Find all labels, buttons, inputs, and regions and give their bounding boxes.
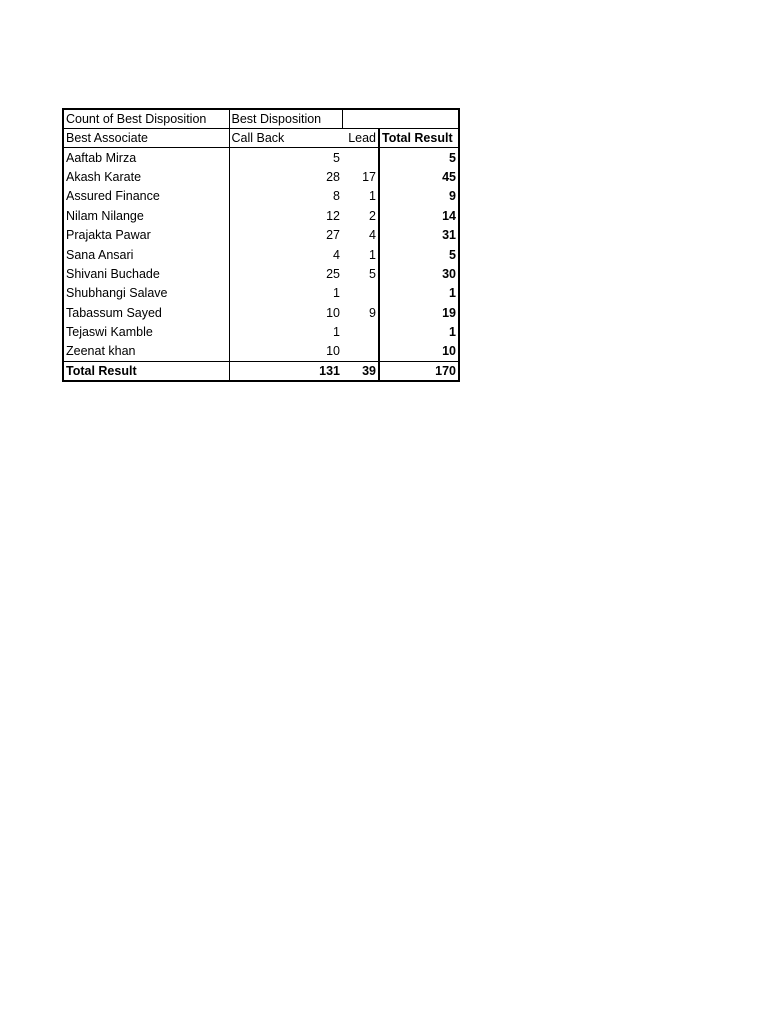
row-total-count[interactable]: 1: [379, 284, 459, 303]
pivot-data-row: [63, 148, 459, 167]
total-row-lead[interactable]: 39: [342, 361, 379, 381]
pivot-data-row: [63, 245, 459, 264]
pivot-data-row: [63, 187, 459, 206]
total-row-call-back[interactable]: 131: [229, 361, 342, 381]
pivot-header-row-2: [63, 129, 459, 148]
row-associate-name[interactable]: Prajakta Pawar: [63, 225, 229, 244]
pivot-data-row: [63, 284, 459, 303]
total-row-label[interactable]: Total Result: [63, 361, 229, 381]
row-associate-name[interactable]: Akash Karate: [63, 167, 229, 186]
row-call-back-count[interactable]: 1: [333, 325, 340, 340]
row-lead-count[interactable]: 1: [342, 187, 379, 206]
row-total-count[interactable]: 1: [379, 322, 459, 341]
row-associate-name[interactable]: Sana Ansari: [63, 245, 229, 264]
row-call-back-count[interactable]: 10: [326, 344, 340, 359]
pivot-data-row: [63, 342, 459, 361]
pivot-header-row-1: [63, 109, 459, 129]
pivot-data-row: [63, 167, 459, 186]
row-total-count[interactable]: 31: [379, 225, 459, 244]
pivot-header-blank-2[interactable]: [379, 109, 459, 129]
row-lead-count[interactable]: 4: [342, 225, 379, 244]
row-total-count[interactable]: 45: [379, 167, 459, 186]
row-call-back-count[interactable]: 4: [333, 247, 340, 262]
row-lead-count[interactable]: 9: [342, 303, 379, 322]
total-row-total[interactable]: 170: [379, 361, 459, 381]
pivot-column-lead[interactable]: Lead: [342, 129, 379, 148]
row-lead-count[interactable]: 2: [342, 206, 379, 225]
row-total-count[interactable]: 9: [379, 187, 459, 206]
row-call-back-count[interactable]: 28: [326, 169, 340, 184]
row-associate-name[interactable]: Shubhangi Salave: [63, 284, 229, 303]
row-associate-name[interactable]: Tejaswi Kamble: [63, 322, 229, 341]
row-lead-count[interactable]: 1: [342, 245, 379, 264]
row-call-back-count[interactable]: 25: [326, 266, 340, 281]
row-total-count[interactable]: 10: [379, 342, 459, 361]
row-total-count[interactable]: 5: [379, 148, 459, 167]
pivot-body: [63, 148, 459, 361]
pivot-data-row: [63, 322, 459, 341]
row-associate-name[interactable]: Tabassum Sayed: [63, 303, 229, 322]
row-call-back-count[interactable]: 1: [333, 286, 340, 301]
pivot-data-row: [63, 206, 459, 225]
pivot-table: [62, 108, 460, 382]
row-associate-name[interactable]: Nilam Nilange: [63, 206, 229, 225]
pivot-data-row: [63, 264, 459, 283]
row-total-count[interactable]: 30: [379, 264, 459, 283]
pivot-data-row: [63, 303, 459, 322]
row-associate-name[interactable]: Aaftab Mirza: [63, 148, 229, 167]
pivot-header-blank[interactable]: [342, 109, 379, 129]
row-associate-name[interactable]: Zeenat khan: [63, 342, 229, 361]
row-call-back-count[interactable]: 27: [326, 228, 340, 243]
pivot-corner-label[interactable]: Count of Best Disposition: [63, 109, 229, 129]
row-lead-count[interactable]: 17: [342, 167, 379, 186]
row-total-count[interactable]: 14: [379, 206, 459, 225]
row-call-back-count[interactable]: 5: [333, 150, 340, 165]
row-total-count[interactable]: 5: [379, 245, 459, 264]
row-associate-name[interactable]: Assured Finance: [63, 187, 229, 206]
row-total-count[interactable]: 19: [379, 303, 459, 322]
pivot-data-row: [63, 225, 459, 244]
row-lead-count[interactable]: [342, 342, 379, 361]
row-lead-count[interactable]: [342, 322, 379, 341]
pivot-column-total-result[interactable]: Total Result: [379, 129, 459, 148]
pivot-column-call-back[interactable]: Call Back: [229, 129, 342, 148]
row-call-back-count[interactable]: 10: [326, 305, 340, 320]
row-lead-count[interactable]: [342, 148, 379, 167]
row-lead-count[interactable]: [342, 284, 379, 303]
row-associate-name[interactable]: Shivani Buchade: [63, 264, 229, 283]
pivot-total-row: [63, 361, 459, 381]
row-lead-count[interactable]: 5: [342, 264, 379, 283]
pivot-row-field-label[interactable]: Best Associate: [63, 129, 229, 148]
pivot-column-field-label[interactable]: Best Disposition: [229, 109, 342, 129]
row-call-back-count[interactable]: 8: [333, 189, 340, 204]
row-call-back-count[interactable]: 12: [326, 208, 340, 223]
